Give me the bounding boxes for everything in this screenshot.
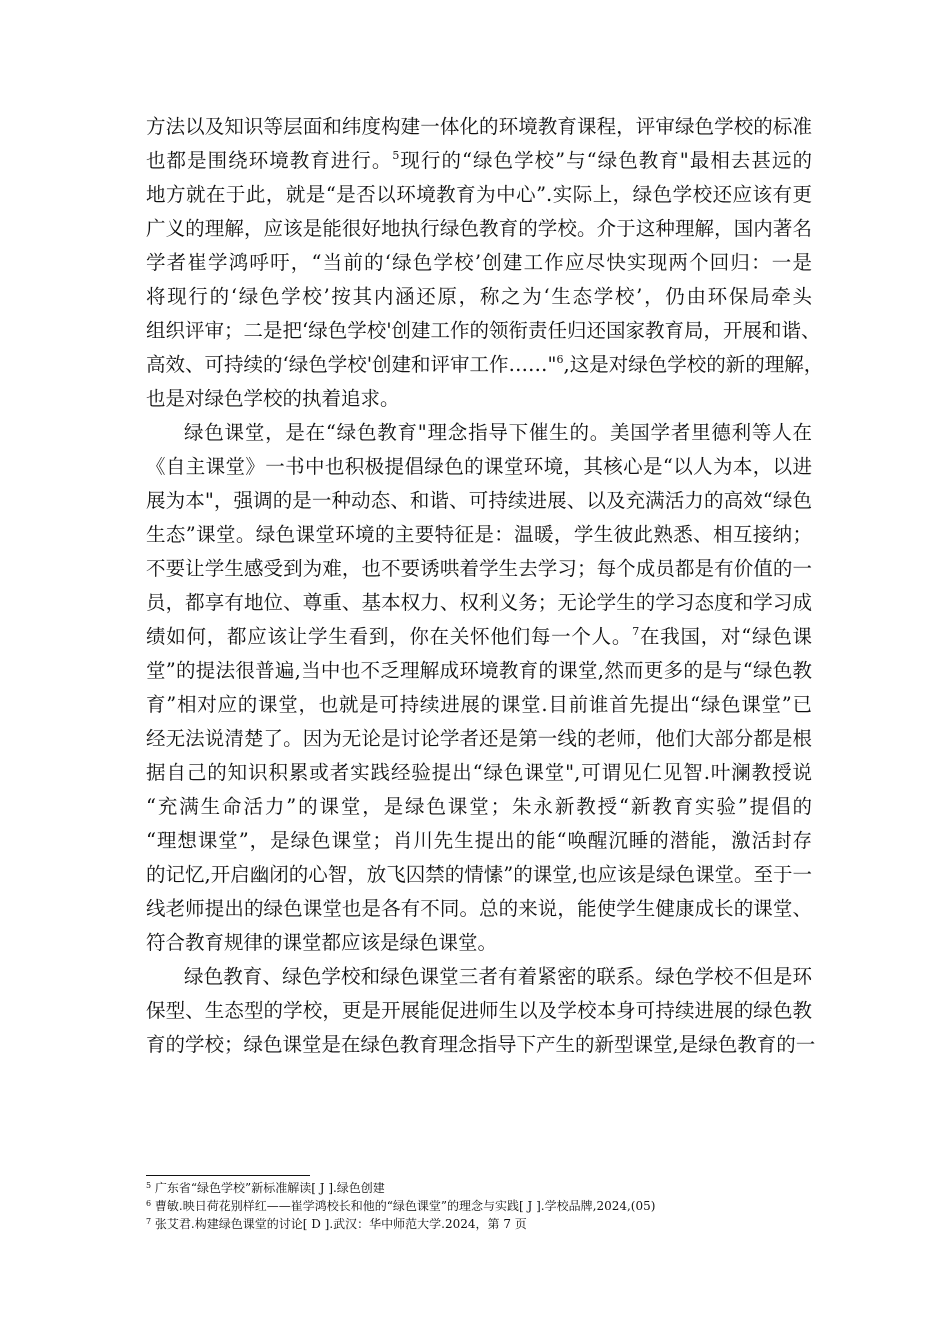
text-line: 地方就在于此，就是“是否以环境教育为中心”.实际上，绿色学校还应该有更 [146, 183, 812, 206]
text-line: 广义的理解，应该是能很好地执行绿色教育的学校。介于这种理解，国内著名 [146, 217, 812, 240]
text-line: 堂”的提法很普遍,当中也不乏理解成环境教育的课堂,然而更多的是与“绿色教 [146, 659, 812, 682]
text-line: 员，都享有地位、尊重、基本权力、权利义务；无论学生的学习态度和学习成 [146, 591, 812, 614]
text-line: 绿色课堂，是在“绿色教育"理念指导下催生的。美国学者里德利等人在 [184, 421, 812, 444]
text-line: 绩如何，都应该让学生看到，你在关怀他们每一个人。$^7$在我国，对“绿色课 [146, 625, 812, 648]
text-line: 学者崔学鸿呼吁，“当前的‘绿色学校’创建工作应尽快实现两个回归：一是 [146, 251, 812, 274]
footnote-ref[interactable]: 6 [556, 353, 564, 366]
footnote-text: 广东省“绿色学校”新标准解读[ J ].绿色创建 [154, 1181, 385, 1195]
text-line: 《自主课堂》一书中也积极提倡绿色的课堂环境，其核心是“以人为本，以进 [146, 455, 812, 478]
footnote-number: 5 [146, 1181, 152, 1190]
footnote-text: 张艾君.构建绿色课堂的讨论[ D ].武汉：华中师范大学.2024，第 7 页 [154, 1217, 527, 1231]
text-line: 育”相对应的课堂，也就是可持续进展的课堂.目前谁首先提出“绿色课堂”已 [146, 693, 812, 716]
text-line: 也都是围绕环境教育进行。$^5$现行的“绿色学校”与“绿色教育"最相去甚远的 [146, 149, 812, 172]
footnotes [146, 1180, 846, 1234]
footnote [146, 1198, 846, 1216]
footnote-number: 6 [146, 1199, 152, 1208]
footnote-text: 曹敏.映日荷花别样红——崔学鸿校长和他的“绿色课堂”的理念与实践[ J ].学校品牌,2024,(05) [154, 1199, 656, 1213]
text-line: 据自己的知识积累或者实践经验提出“绿色课堂",可谓见仁见智.叶澜教授说 [146, 761, 812, 784]
footnote-ref[interactable]: 5 [392, 149, 400, 162]
text-line: 育的学校；绿色课堂是在绿色教育理念指导下产生的新型课堂,是绿色教育的一 [146, 1033, 816, 1056]
text-line: 保型、生态型的学校，更是开展能促进师生以及学校本身可持续进展的绿色教 [146, 999, 812, 1022]
text-line: 不要让学生感受到为难，也不要诱哄着学生去学习；每个成员都是有价值的一 [146, 557, 812, 580]
footnote-separator [146, 1175, 310, 1176]
footnote [146, 1216, 846, 1234]
footnote [146, 1180, 846, 1198]
text-line: “充满生命活力”的课堂，是绿色课堂；朱永新教授“新教育实验”提倡的 [146, 795, 812, 818]
text-line: 展为本"，强调的是一种动态、和谐、可持续进展、以及充满活力的高效“绿色 [146, 489, 812, 512]
text-line: 符合教育规律的课堂都应该是绿色课堂。 [146, 931, 498, 954]
footnote-ref[interactable]: 7 [632, 625, 640, 638]
text-line: 的记忆,开启幽闭的心智，放飞囚禁的情愫”的课堂,也应该是绿色课堂。至于一 [146, 863, 812, 886]
text-line: 方法以及知识等层面和纬度构建一体化的环境教育课程，评审绿色学校的标准 [146, 115, 812, 138]
text-line: “理想课堂”，是绿色课堂；肖川先生提出的能“唤醒沉睡的潜能，激活封存 [146, 829, 812, 852]
text-line: 生态”课堂。绿色课堂环境的主要特征是：温暖，学生彼此熟悉、相互接纳； [146, 523, 812, 546]
text-line: 组织评审；二是把‘绿色学校'创建工作的领衔责任归还国家教育局，开展和谐、 [146, 319, 821, 342]
footnote-number: 7 [146, 1217, 152, 1226]
text-line: 将现行的‘绿色学校’按其内涵还原，称之为‘生态学校’，仍由环保局牵头 [146, 285, 812, 308]
text-line: 线老师提出的绿色课堂也是各有不同。总的来说，能使学生健康成长的课堂、 [146, 897, 812, 920]
text-line: 经无法说清楚了。因为无论是讨论学者还是第一线的老师，他们大部分都是根 [146, 727, 812, 750]
text-line: 也是对绿色学校的执着追求。 [146, 387, 400, 410]
text-line: 高效、可持续的‘绿色学校'创建和评审工作……"$^6$,这是对绿色学校的新的理解， [146, 353, 824, 376]
text-line: 绿色教育、绿色学校和绿色课堂三者有着紧密的联系。绿色学校不但是环 [184, 965, 812, 988]
